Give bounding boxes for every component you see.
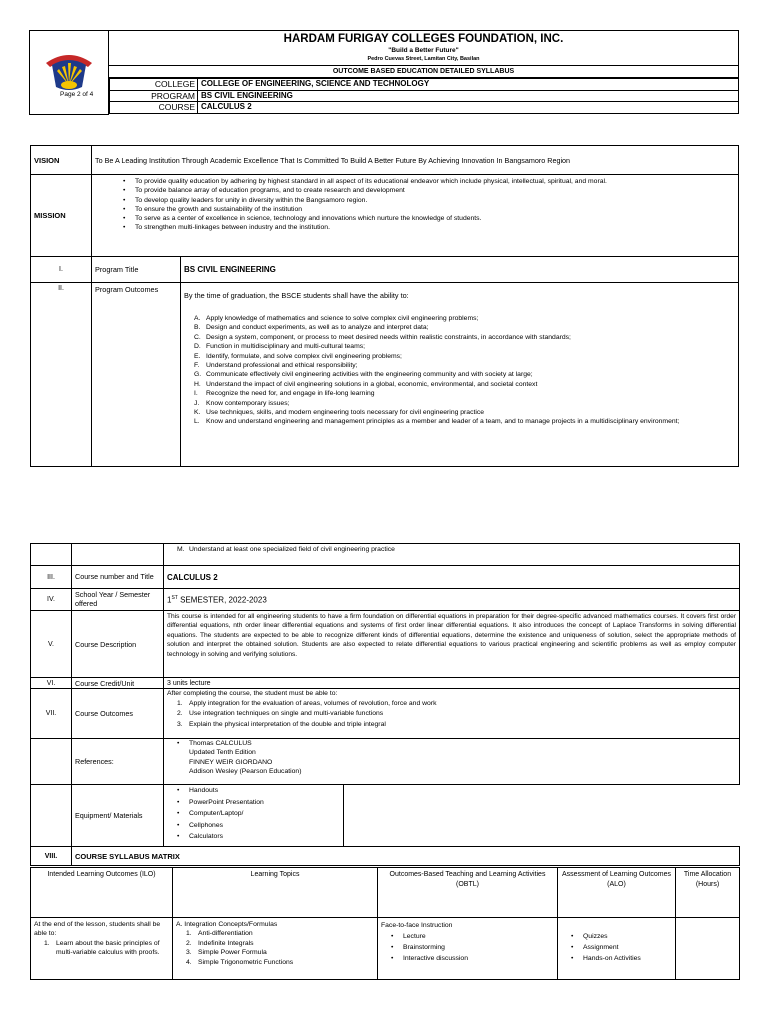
matrix-title: COURSE SYLLABUS MATRIX <box>72 847 740 866</box>
program-outcomes-num: II. <box>31 283 92 467</box>
time-allocation-cell <box>676 918 740 980</box>
references-cell <box>164 739 740 785</box>
mission-cell <box>92 175 739 257</box>
college-value: COLLEGE OF ENGINEERING, SCIENCE AND TECHNOLOGY <box>198 79 739 91</box>
obtl-item: • Brainstorming <box>381 942 554 953</box>
course-value: CALCULUS 2 <box>198 102 739 114</box>
equipment-list <box>167 785 340 843</box>
header-learning-topics: Learning Topics <box>173 868 378 918</box>
ilo-item: 1. Learn about the basic principles of multi-variable calculus with proofs. <box>44 939 160 957</box>
reference-detail: FINNEY WEIR GIORDANO <box>189 758 273 766</box>
outcome-item: H. Understand the impact of civil engineering solutions in a global, economic, environmental, and societal context <box>194 380 538 388</box>
course-description-label: Course Description <box>72 611 164 678</box>
topic-item: 1. Anti-differentiation <box>186 930 253 938</box>
address: Pedro Cuevas Street, Lamitan City, Basilan <box>367 56 480 62</box>
course-outcomes-label: Course Outcomes <box>72 689 164 739</box>
program-title-num: I. <box>31 257 92 283</box>
header-time-allocation: Time Allocation (Hours) <box>676 868 740 918</box>
course-number-num: III. <box>31 566 72 589</box>
course-outcome-item: 1. Apply integration for the evaluation of areas, volumes of revolution, force and work <box>177 699 437 707</box>
outcome-item: C. Design a system, component, or process to meet desired needs within realistic constraints, in accordance with standards; <box>194 333 571 341</box>
doc-title: OUTCOME BASED EDUCATION DETAILED SYLLABUS <box>109 66 739 78</box>
alo-list <box>561 931 672 964</box>
page-label: Page 2 of 4 <box>60 91 94 98</box>
header-alo: Assessment of Learning Outcomes (ALO) <box>558 868 676 918</box>
vision-label: VISION <box>31 146 92 175</box>
obtl-cell <box>378 918 558 980</box>
obtl-list <box>381 931 554 964</box>
references-list <box>167 739 736 748</box>
mission-item: • To strengthen multi-linkages between industry and the institution. <box>113 223 735 232</box>
vision-mission-table <box>30 145 739 467</box>
program-label: PROGRAM <box>110 90 198 102</box>
alo-item: • Assignment <box>561 942 672 953</box>
logo-cell <box>30 31 109 115</box>
course-outcomes-num: VII. <box>31 689 72 739</box>
matrix-num: VIII. <box>31 847 72 866</box>
obtl-item: • Interactive discussion <box>381 953 554 964</box>
course-label: COURSE <box>110 102 198 114</box>
college-label: COLLEGE <box>110 79 198 91</box>
mission-label: MISSION <box>31 175 92 257</box>
outcome-item: L. Know and understand engineering and management principles as a member and leader of a team, and to manage projects in a multidisciplinary environment; <box>194 418 680 426</box>
org-heading-cell <box>109 31 739 66</box>
course-outcome-item: 3. Explain the physical interpretation of the double and triple integral <box>177 720 386 728</box>
topic-item: 4. Simple Trigonometric Functions <box>186 958 294 966</box>
program-value: BS CIVIL ENGINEERING <box>198 90 739 102</box>
college-seal-logo <box>40 49 98 93</box>
topic-item: 2. Indefinite Integrals <box>186 939 254 947</box>
ilo-cell <box>31 918 173 980</box>
program-outcomes-label: Program Outcomes <box>92 283 181 467</box>
org-name: HARDAM FURIGAY COLLEGES FOUNDATION, INC. <box>283 33 564 45</box>
program-outcomes-intro: By the time of graduation, the BSCE students shall have the ability to: <box>184 291 409 300</box>
school-year-value: 1ST SEMESTER, 2022-2023 <box>164 589 740 611</box>
vision-text: To Be A Leading Institution Through Academic Excellence That Is Committed To Build A Better Future By Achieving Innovation In Bangsamoro Region <box>92 146 739 175</box>
course-outcomes-intro: After completing the course, the student must be able to: <box>167 690 338 697</box>
program-outcomes-cell <box>181 283 739 467</box>
obtl-intro: Face-to-face Instruction <box>381 922 453 929</box>
equipment-item: • Cellphones <box>167 820 340 832</box>
outcome-item: I. Recognize the need for, and engage in life-long learning <box>194 390 375 398</box>
obtl-item: • Lecture <box>381 931 554 942</box>
course-outcomes-list <box>167 699 736 730</box>
mission-item: • To provide quality education by adhering by highest standard in all aspect of its educational endeavor which include physical, intellectual, spiritual, and moral. <box>113 177 735 186</box>
header-ilo: Intended Learning Outcomes (ILO) <box>31 868 173 918</box>
mission-item: • To serve as a center of excellence in science, technology and innovations which nurture the knowledge of students. <box>113 214 735 223</box>
course-outcomes-cell <box>164 689 740 739</box>
alo-cell <box>558 918 676 980</box>
equipment-label: Equipment/ Materials <box>72 785 164 847</box>
mission-item: • To provide balance array of education programs, and to create research and development <box>113 186 735 195</box>
outcome-item: K. Use techniques, skills, and modern engineering tools necessary for civil engineering practice <box>194 409 485 417</box>
course-number-label: Course number and Title <box>72 566 164 589</box>
outcome-item: G. Communicate effectively civil engineering activities with the engineering community and with society at large; <box>194 371 533 379</box>
course-outcome-item: 2. Use integration techniques on single and multi-variable functions <box>177 709 384 717</box>
syllabus-matrix-table <box>30 867 740 980</box>
topics-cell <box>173 918 378 980</box>
equipment-cell <box>164 785 344 847</box>
course-credit-label: Course Credit/Unit <box>72 678 164 689</box>
outcome-item: D. Function in multidisciplinary and multi-cultural teams; <box>194 343 366 351</box>
course-credit-num: VI. <box>31 678 72 689</box>
alo-item: • Hands-on Activities <box>561 953 672 964</box>
outcome-m-cell: M. Understand at least one specialized field of civil engineering practice <box>164 544 740 566</box>
school-year-num: IV. <box>31 589 72 611</box>
course-details-table <box>30 543 740 866</box>
outcome-item: J. Know contemporary issues; <box>194 399 290 407</box>
references-label: References: <box>72 739 164 785</box>
equipment-item: • PowerPoint Presentation <box>167 797 340 809</box>
header-obtl: Outcomes-Based Teaching and Learning Activities (OBTL) <box>378 868 558 918</box>
mission-list <box>113 177 735 233</box>
course-credit-value: 3 units lecture <box>164 678 740 689</box>
alo-item: • Quizzes <box>561 931 672 942</box>
reference-item: • Thomas CALCULUS <box>167 739 736 748</box>
program-title-value: BS CIVIL ENGINEERING <box>181 257 739 283</box>
topic-title: A. Integration Concepts/Formulas <box>176 921 278 928</box>
equipment-item: • Computer/Laptop/ <box>167 808 340 820</box>
equipment-item: • Calculators <box>167 831 340 843</box>
program-title-label: Program Title <box>92 257 181 283</box>
outcome-item: B. Design and conduct experiments, as well as to analyze and interpret data; <box>194 324 429 332</box>
outcome-m-text: Understand at least one specialized field of civil engineering practice <box>189 546 395 553</box>
course-description-num: V. <box>31 611 72 678</box>
course-number-value: CALCULUS 2 <box>164 566 740 589</box>
header-table <box>29 30 739 115</box>
school-year-label: School Year / Semester offered <box>72 589 164 611</box>
outcome-item: A. Apply knowledge of mathematics and science to solve complex civil engineering problems; <box>194 315 479 322</box>
equipment-item: • Handouts <box>167 785 340 797</box>
program-outcomes-list <box>184 314 735 427</box>
reference-detail: Addison Wesley (Pearson Education) <box>189 767 302 775</box>
course-description-text: This course is intended for all engineering students to have a firm foundation on differential equations in preparation for their degree-specific advanced mathematics courses. It covers first order differential equations, nth order linear differential equations and systems of first order linear differential equations. It also introduces the concept of Laplace Transforms in solving differential equations. The students are expected to be able to recognize different kinds of differential equations, determine the existence and uniqueness of solution, select the appropriate methods of solution and interpret the obtained solution. Students are also expected to relate differential equations to various practical engineering and scientific problems as well as employ computer technology in solving and verifying solutions. <box>164 611 740 678</box>
reference-detail: Updated Tenth Edition <box>189 749 256 757</box>
ilo-intro: At the end of the lesson, students shall be able to: <box>34 921 161 938</box>
mission-item: • To ensure the growth and sustainability of the institution <box>113 205 735 214</box>
outcome-item: F. Understand professional and ethical responsibility; <box>194 362 358 370</box>
outcome-item: E. Identify, formulate, and solve complex civil engineering problems; <box>194 352 402 360</box>
motto: "Build a Better Future" <box>388 47 459 54</box>
topic-item: 3. Simple Power Formula <box>186 949 267 957</box>
mission-item: • To develop quality leaders for unity in diversity within the Bangsamoro region. <box>113 196 735 205</box>
